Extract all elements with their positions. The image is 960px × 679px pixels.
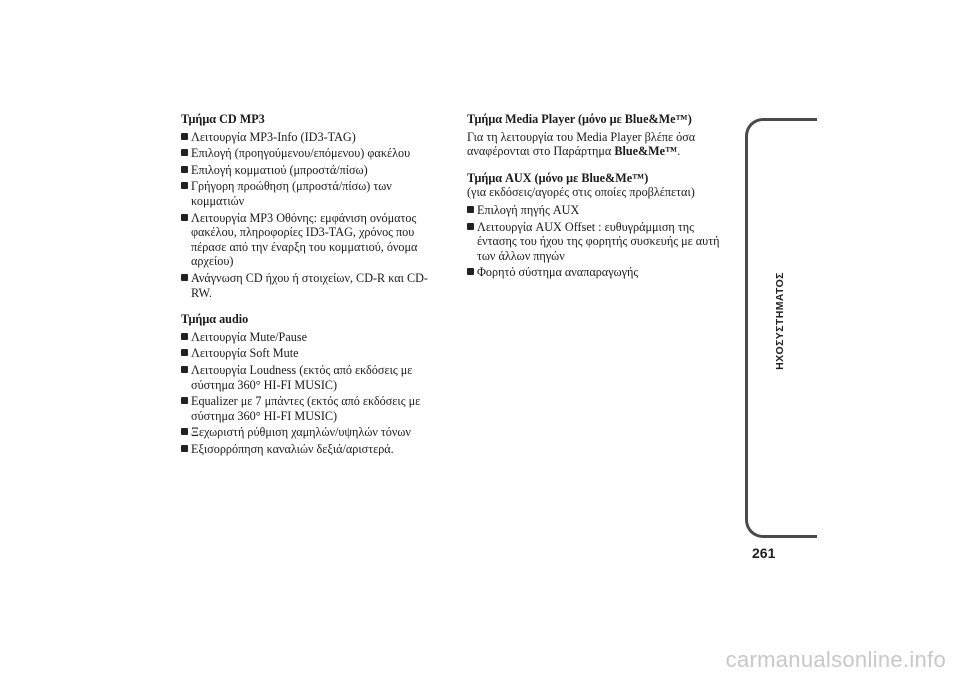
section-audio xyxy=(181,312,443,456)
bullet-icon xyxy=(467,223,474,230)
bullet-icon xyxy=(181,445,188,452)
list-item: Φορητό σύστημα αναπαραγωγής xyxy=(467,265,729,280)
feature-list xyxy=(467,203,729,280)
list-item: Επιλογή κομματιού (μπροστά/πίσω) xyxy=(181,163,443,178)
bullet-icon xyxy=(467,268,474,275)
section-heading: Τμήμα Media Player (μόνο με Blue&Me™) xyxy=(467,112,692,126)
chapter-tab-label: ΗΧΟΣΥΣΤΗΜΑΤΟΣ xyxy=(774,272,786,370)
watermark: carmanualsonline.info xyxy=(725,647,946,672)
bullet-icon xyxy=(181,214,188,221)
bullet-icon xyxy=(181,166,188,173)
list-item: Ανάγνωση CD ήχου ή στοιχείων, CD-R και CD-RW. xyxy=(181,271,443,300)
list-item: Λειτουργία Loudness (εκτός από εκδόσεις με σύστημα 360° HI-FI MUSIC) xyxy=(181,363,443,392)
bullet-icon xyxy=(181,428,188,435)
bullet-icon xyxy=(467,206,474,213)
section-heading: Τμήμα AUX (μόνο με Blue&Me™) xyxy=(467,170,649,185)
bullet-icon xyxy=(181,333,188,340)
left-column xyxy=(181,112,443,465)
bullet-icon xyxy=(181,133,188,140)
list-item: Ξεχωριστή ρύθμιση χαμηλών/υψηλών τόνων xyxy=(181,425,443,440)
section-cd-mp3 xyxy=(181,112,443,300)
feature-list xyxy=(181,130,443,301)
list-item: Λειτουργία Soft Mute xyxy=(181,346,443,361)
list-item: Εξισορρόπηση καναλιών δεξιά/αριστερά. xyxy=(181,442,443,457)
list-item: Επιλογή πηγής AUX xyxy=(467,203,729,218)
list-item: Γρήγορη προώθηση (μπροστά/πίσω) των κομματιών xyxy=(181,179,443,208)
bullet-icon xyxy=(181,366,188,373)
bullet-icon xyxy=(181,149,188,156)
bold-reference: Blue&Me™ xyxy=(614,144,678,159)
list-item: Επιλογή (προηγούμενου/επόμενου) φακέλου xyxy=(181,146,443,161)
bullet-icon xyxy=(181,397,188,404)
section-subtext: (για εκδόσεις/αγορές στις οποίες προβλέπεται) xyxy=(467,185,695,200)
section-heading: Τμήμα audio xyxy=(181,312,249,327)
list-item: Λειτουργία Mute/Pause xyxy=(181,330,443,345)
bullet-icon xyxy=(181,349,188,356)
page-number: 261 xyxy=(752,545,776,561)
section-heading: Τμήμα CD MP3 xyxy=(181,112,265,126)
list-item: Λειτουργία MP3-Info (ID3-TAG) xyxy=(181,130,443,145)
section-media-player xyxy=(467,112,729,159)
list-item: Equalizer με 7 μπάντες (εκτός από εκδόσεις με σύστημα 360° HI-FI MUSIC) xyxy=(181,394,443,423)
bullet-icon xyxy=(181,274,188,281)
right-column xyxy=(467,112,729,289)
bullet-icon xyxy=(181,182,188,189)
section-aux xyxy=(467,171,729,280)
list-item: Λειτουργία MP3 Οθόνης: εμφάνιση ονόματος φακέλου, πληροφορίες ID3-TAG, χρόνος που πέρασε από την έναρξη του κομματιού, όνομα αρχείου) xyxy=(181,211,443,269)
section-paragraph: Για τη λειτουργία του Media Player βλέπε όσα αναφέρονται στο Παράρτημα Blue&Me™. xyxy=(467,129,696,159)
feature-list xyxy=(181,330,443,457)
list-item: Λειτουργία AUX Offset : ευθυγράμμιση της έντασης του ήχου της φορητής συσκευής με αυτή των άλλων πηγών xyxy=(467,220,729,264)
